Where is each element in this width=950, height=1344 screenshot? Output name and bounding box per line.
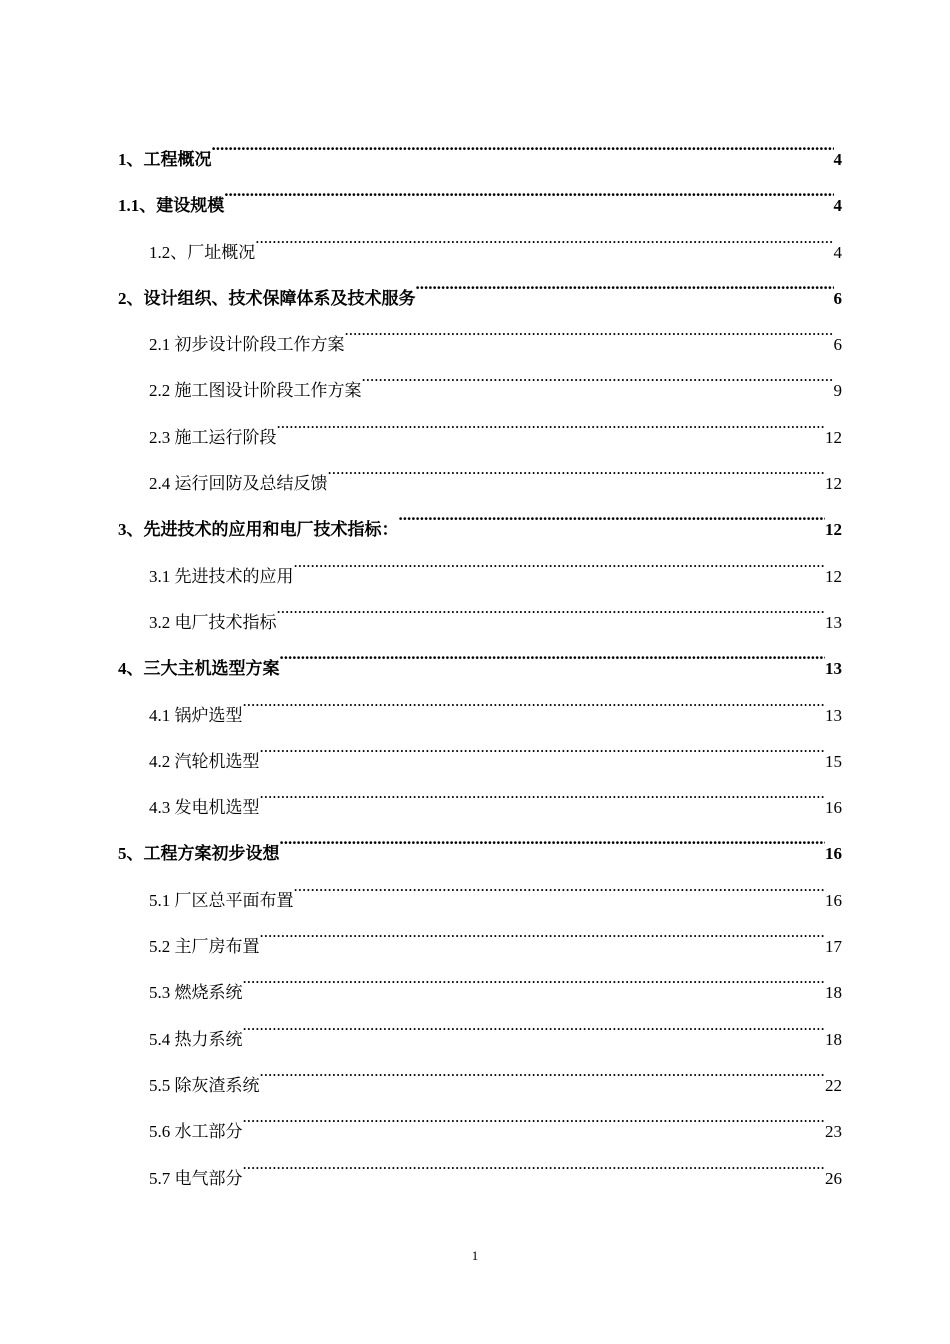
toc-entry-text: 3、先进技术的应用和电厂技术指标： <box>118 520 399 540</box>
toc-entry-text: 5.3 燃烧系统 <box>149 983 243 1003</box>
toc-entry-text: 2.4 运行回防及总结反馈 <box>149 474 328 494</box>
toc-entry-page: 12 <box>825 520 842 540</box>
toc-leader-dots <box>260 906 826 952</box>
toc-entry[interactable] <box>118 165 842 216</box>
toc-leader-dots <box>294 536 826 582</box>
toc-entry-page: 6 <box>833 288 842 308</box>
toc-entry-text: 1.2、厂址概况 <box>149 242 256 262</box>
toc-leader-dots <box>294 860 826 906</box>
toc-entry-text: 5.6 水工部分 <box>149 1122 243 1142</box>
toc-entry-text: 5.1 厂区总平面布置 <box>149 890 294 910</box>
toc-leader-dots <box>212 119 834 165</box>
toc-entry-page: 18 <box>825 1029 842 1049</box>
toc-entry-page: 16 <box>825 798 842 818</box>
toc-leader-dots <box>416 258 834 304</box>
toc-entry-page: 26 <box>825 1168 842 1188</box>
table-of-contents <box>118 119 842 1188</box>
toc-entry-text: 4.2 汽轮机选型 <box>149 751 260 771</box>
toc-leader-dots <box>260 721 826 767</box>
toc-entry[interactable] <box>118 212 842 262</box>
toc-entry-page: 18 <box>825 983 842 1003</box>
toc-leader-dots <box>399 489 826 535</box>
toc-entry-page: 13 <box>825 659 842 679</box>
toc-entry-text: 4.1 锅炉选型 <box>149 705 243 725</box>
toc-entry-text: 2、设计组织、技术保障体系及技术服务 <box>118 288 416 308</box>
toc-entry-page: 4 <box>833 196 842 216</box>
toc-leader-dots <box>280 813 826 859</box>
toc-entry[interactable] <box>118 119 842 169</box>
toc-leader-dots <box>224 165 833 211</box>
toc-entry-page: 12 <box>825 427 842 447</box>
toc-entry-text: 1.1、建设规模 <box>118 196 225 216</box>
toc-entry-page: 16 <box>825 844 842 864</box>
toc-entry-text: 2.3 施工运行阶段 <box>149 427 277 447</box>
toc-entry-text: 5.5 除灰渣系统 <box>149 1075 260 1095</box>
toc-entry-page: 17 <box>825 937 842 957</box>
toc-entry-page: 4 <box>833 150 842 169</box>
toc-entry-text: 5.4 热力系统 <box>149 1029 243 1049</box>
toc-entry-page: 13 <box>825 705 842 725</box>
toc-entry-page: 16 <box>825 890 842 910</box>
toc-entry-page: 12 <box>825 474 842 494</box>
toc-leader-dots <box>243 952 826 998</box>
toc-entry-page: 9 <box>833 381 842 401</box>
toc-leader-dots <box>362 350 834 396</box>
page-number: 1 <box>471 1248 479 1263</box>
toc-leader-dots <box>243 1091 826 1137</box>
toc-entry-text: 2.1 初步设计阶段工作方案 <box>149 335 345 355</box>
toc-leader-dots <box>277 582 826 628</box>
toc-leader-dots <box>243 999 826 1045</box>
toc-entry-text: 1、工程概况 <box>118 150 212 169</box>
toc-entry-page: 15 <box>825 751 842 771</box>
toc-leader-dots <box>243 675 826 721</box>
toc-leader-dots <box>255 212 833 258</box>
toc-entry-text: 4.3 发电机选型 <box>149 798 260 818</box>
toc-leader-dots <box>280 628 826 674</box>
toc-entry-page: 6 <box>833 335 842 355</box>
toc-leader-dots <box>260 767 826 813</box>
toc-entry-page: 12 <box>825 566 842 586</box>
toc-entry-page: 23 <box>825 1122 842 1142</box>
toc-entry-text: 3.2 电厂技术指标 <box>149 612 277 632</box>
toc-leader-dots <box>260 1045 826 1091</box>
toc-entry-text: 5、工程方案初步设想 <box>118 844 280 864</box>
toc-entry-text: 5.7 电气部分 <box>149 1168 243 1188</box>
toc-leader-dots <box>328 443 826 489</box>
toc-entry-page: 13 <box>825 612 842 632</box>
toc-leader-dots <box>243 1138 826 1184</box>
toc-entry-text: 5.2 主厂房布置 <box>149 937 260 957</box>
toc-entry-text: 4、三大主机选型方案 <box>118 659 280 679</box>
toc-entry-text: 2.2 施工图设计阶段工作方案 <box>149 381 362 401</box>
toc-entry-page: 22 <box>825 1075 842 1095</box>
toc-leader-dots <box>277 397 826 443</box>
toc-leader-dots <box>345 304 834 350</box>
toc-entry-text: 3.1 先进技术的应用 <box>149 566 294 586</box>
toc-entry-page: 4 <box>833 242 842 262</box>
